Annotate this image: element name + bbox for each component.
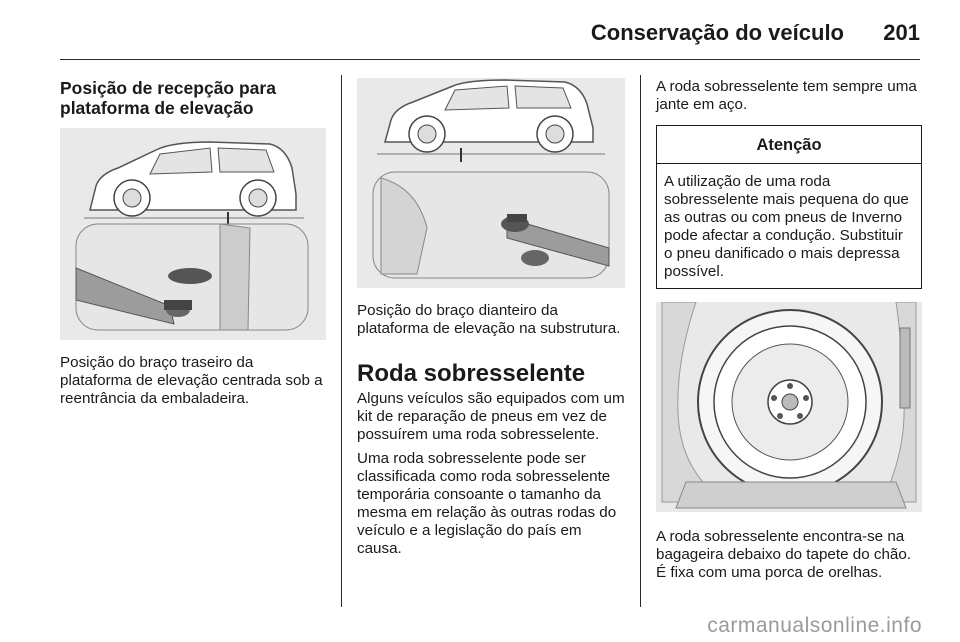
car-front-lift-icon — [357, 78, 625, 288]
column-divider — [640, 75, 641, 607]
car-rear-lift-icon — [60, 128, 326, 340]
rear-lift-illustration — [60, 128, 326, 340]
front-arm-caption: Posição do braço dianteiro da plataforma de elevação na substrutura. — [357, 302, 621, 337]
spare-wheel-illustration — [656, 302, 922, 512]
steel-rim-note: A roda sobresselente tem sempre uma jante em aço. — [656, 78, 917, 113]
watermark: carmanualsonline.info — [707, 614, 922, 637]
column-middle — [357, 78, 625, 558]
column-right — [656, 78, 922, 582]
rear-arm-caption: Posição do braço traseiro da plataforma de elevação centrada sob a reentrância da embaladeira. — [60, 354, 323, 407]
front-lift-illustration — [357, 78, 625, 288]
spare-wheel-icon — [656, 302, 922, 512]
spare-wheel-location-caption: A roda sobresselente encontra-se na bagageira debaixo do tapete do chão. É fixa com uma porca de orelhas. — [656, 528, 912, 581]
spare-wheel-paragraph-2: Uma roda sobresselente pode ser classificada como roda sobresselente temporária consoante o tamanho da mesma em relação às outras rodas do veículo e a legislação do país em causa. — [357, 450, 617, 557]
attention-box — [656, 125, 922, 289]
spare-wheel-heading: Roda sobresselente — [357, 360, 586, 387]
attention-text: A utilização de uma roda sobresselente mais pequena do que as outras ou com pneus de Inverno pode afectar a condução. Substituir o pneu danificado o mais depressa possível. — [664, 173, 909, 280]
column-left — [60, 78, 326, 408]
column-divider — [341, 75, 342, 607]
page-header — [60, 0, 920, 60]
lift-point-heading: Posição de recepção para plataforma de elevação — [60, 78, 276, 118]
attention-title: Atenção — [657, 126, 921, 164]
page-number: 201 — [883, 20, 920, 45]
chapter-title: Conservação do veículo — [590, 20, 844, 45]
spare-wheel-paragraph-1: Alguns veículos são equipados com um kit de reparação de pneus em vez de possuírem uma roda sobresselente. — [357, 390, 625, 443]
